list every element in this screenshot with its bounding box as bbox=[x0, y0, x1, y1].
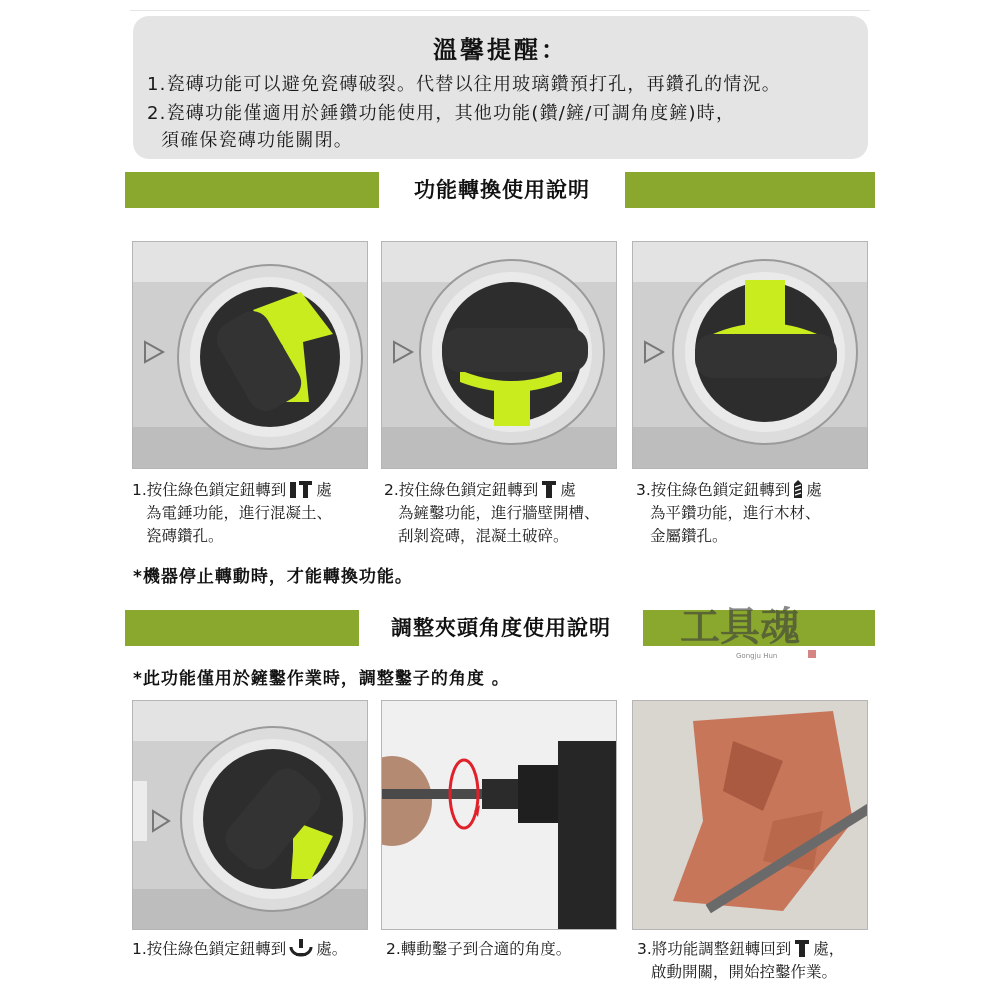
caption-step-1 bbox=[132, 938, 347, 961]
top-divider bbox=[130, 10, 870, 11]
caption-line-3: 金屬鑽孔。 bbox=[650, 527, 728, 545]
reminder-line-2: 2.瓷磚功能僅適用於錘鑽功能使用，其他功能(鑽/鏟/可調角度鏟)時， bbox=[147, 103, 736, 124]
section-title: 調整夾頭角度使用說明 bbox=[359, 610, 643, 646]
watermark-subtext: Gongju Hun bbox=[736, 652, 778, 660]
reminder-title: 溫馨提醒： bbox=[433, 36, 568, 64]
watermark-text: 工具魂 bbox=[680, 603, 800, 650]
photo-chiseling-wall bbox=[632, 700, 868, 930]
caption-drill bbox=[636, 479, 822, 548]
caption-line-3: 瓷磚鑽孔。 bbox=[146, 527, 224, 545]
chisel-only-note: *此功能僅用於鏟鑿作業時，調整鑿子的角度 。 bbox=[133, 669, 510, 689]
section-header-mode-switch bbox=[125, 172, 875, 208]
angle-adjust-icon bbox=[289, 939, 313, 957]
chisel-icon bbox=[541, 480, 557, 498]
caption-step-2 bbox=[386, 938, 571, 961]
caption-line-2: 啟動開關，開始控鑿作業。 bbox=[651, 963, 838, 981]
caption-line-2: 為電錘功能，進行混凝土、 bbox=[146, 504, 333, 522]
caption-step-3 bbox=[637, 938, 844, 984]
hammer-drill-icon bbox=[289, 480, 313, 498]
caption-hammer-drill bbox=[132, 479, 332, 548]
caption-text: 處。 bbox=[316, 940, 348, 958]
caption-text: 處 bbox=[806, 481, 822, 499]
caption-line-2: 為鏟鑿功能，進行牆壁開槽、 bbox=[398, 504, 600, 522]
knob-photo-chisel bbox=[381, 241, 617, 469]
caption-text: 處 bbox=[316, 481, 332, 499]
caption-text: 3.按住綠色鎖定鈕轉到 bbox=[636, 481, 791, 499]
reminder-box bbox=[133, 16, 868, 159]
caption-text: 2.按住綠色鎖定鈕轉到 bbox=[384, 481, 539, 499]
caption-text: 2.轉動鑿子到合適的角度。 bbox=[386, 940, 572, 958]
stop-before-switch-note: *機器停止轉動時，才能轉換功能。 bbox=[133, 567, 413, 587]
caption-text: 處， bbox=[813, 940, 845, 958]
caption-text: 處 bbox=[560, 481, 576, 499]
reminder-line-1: 1.瓷磚功能可以避免瓷磚破裂。代替以往用玻璃鑽預打孔，再鑽孔的情況。 bbox=[147, 74, 781, 95]
knob-photo-hammer-drill bbox=[132, 241, 368, 469]
brand-watermark bbox=[660, 588, 870, 668]
knob-photo-angle-adjust bbox=[132, 700, 368, 930]
section-title: 功能轉換使用說明 bbox=[379, 172, 625, 208]
photo-rotate-chisel bbox=[381, 700, 617, 930]
caption-text: 1.按住綠色鎖定鈕轉到 bbox=[132, 940, 287, 958]
caption-text: 3.將功能調整鈕轉回到 bbox=[637, 940, 792, 958]
caption-line-2: 為平鑽功能，進行木材、 bbox=[650, 504, 821, 522]
drill-bit-icon bbox=[793, 480, 803, 498]
caption-chisel bbox=[384, 479, 600, 548]
caption-text: 1.按住綠色鎖定鈕轉到 bbox=[132, 481, 287, 499]
knob-photo-drill bbox=[632, 241, 868, 469]
caption-line-3: 刮剝瓷磚，混凝土破碎。 bbox=[398, 527, 569, 545]
reminder-line-3: 須確保瓷磚功能關閉。 bbox=[161, 130, 353, 151]
chisel-icon bbox=[794, 939, 810, 957]
